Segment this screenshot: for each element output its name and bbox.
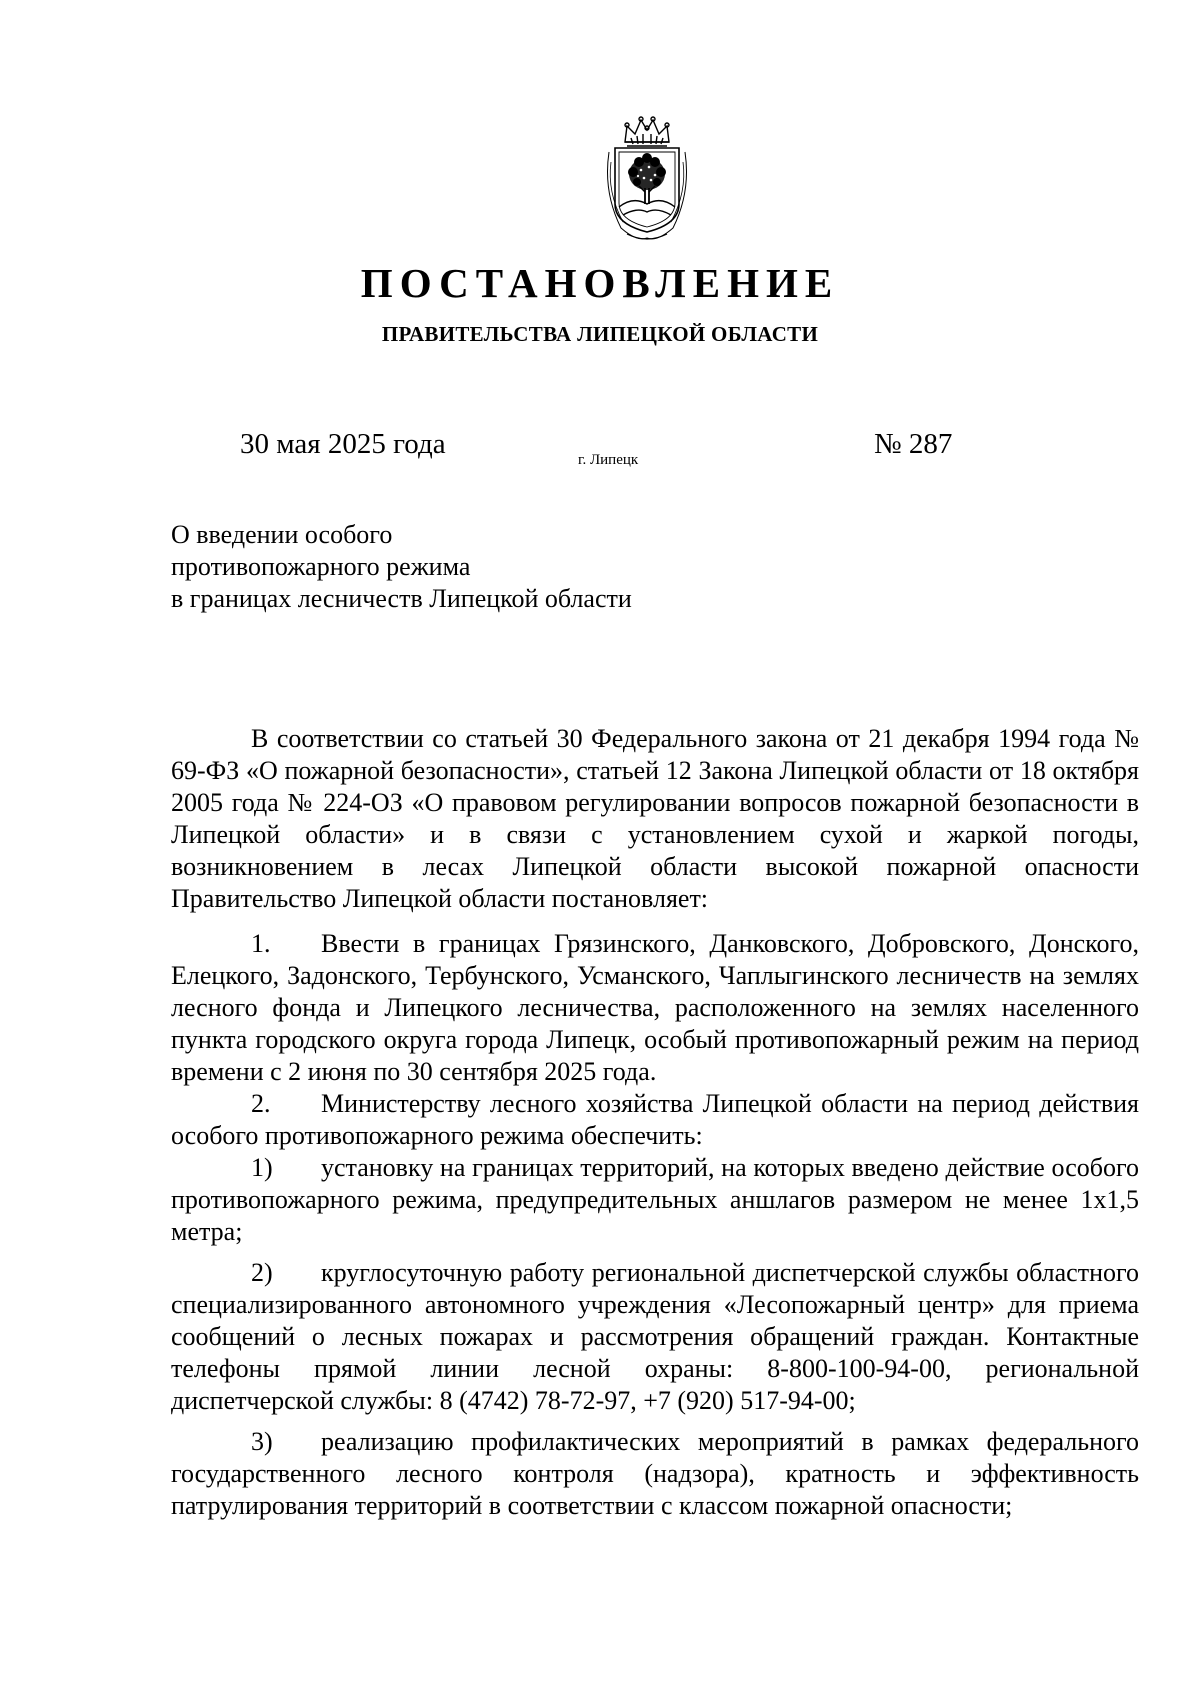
item-label: 2) [251,1258,273,1287]
item-paragraph [171,1152,1139,1248]
item-label: 3) [251,1427,273,1456]
item-label: 1) [251,1153,273,1182]
item-text: круглосуточную работу региональной диспетчерской службы областного специализированного автономного учреждения «Лесопожарный центр» для приема сообщений о лесных пожарах и рассмотрения обращений граждан. Контактные телефоны прямой линии лесной охраны: 8-800-100-94-00, региональной диспетчерской службы: 8 (4742) 78-72-97, +7 (920) 517-94-00; [171,1258,1139,1415]
coat-of-arms-icon [597,112,697,244]
document-subject [171,519,632,615]
document-date: 30 мая 2025 года [240,428,446,460]
item-text: Ввести в границах Грязинского, Данковского, Добровского, Донского, Елецкого, Задонского, Тербунского, Усманского, Чаплыгинского лесничеств на землях лесного фонда и Липецкого лесничества, расположенного на землях населенного пункта городского округа города Липецк, особый противопожарный режим на период времени с 2 июня по 30 сентября 2025 года. [171,929,1139,1086]
subject-line: О введении особого [171,520,393,549]
item-paragraph [171,1257,1139,1417]
item-text: установку на границах территорий, на которых введено действие особого противопожарного режима, предупредительных аншлагов размером не менее 1х1,5 метра; [171,1153,1139,1246]
item-paragraph [171,928,1139,1088]
document-issuer: ПРАВИТЕЛЬСТВА ЛИПЕЦКОЙ ОБЛАСТИ [381,322,819,346]
item-text: реализацию профилактических мероприятий в рамках федерального государственного лесного контроля (надзора), кратность и эффективность патрулирования территорий в соответствии с классом пожарной опасности; [171,1427,1139,1520]
item-label: 2. [251,1089,271,1118]
item-paragraph [171,1426,1139,1522]
item-label: 1. [251,929,271,958]
item-paragraph [171,1088,1139,1152]
document-body [171,723,1139,1522]
item-text: Министерству лесного хозяйства Липецкой области на период действия особого противопожарного режима обеспечить: [171,1089,1139,1150]
preamble-paragraph: В соответствии со статьей 30 Федерального закона от 21 декабря 1994 года № 69-ФЗ «О пожарной безопасности», статьей 12 Закона Липецкой области от 18 октября 2005 года № 224-ОЗ «О правовом регулировании вопросов пожарной безопасности в Липецкой области» и в связи с установлением сухой и жаркой погоды, возникновением в лесах Липецкой области высокой пожарной опасности Правительство Липецкой области постановляет: [171,724,1139,913]
document-number: № 287 [874,428,953,460]
document-title: ПОСТАНОВЛЕНИЕ [360,260,840,306]
subject-line: противопожарного режима [171,552,471,581]
subject-line: в границах лесничеств Липецкой области [171,584,632,613]
document-city: г. Липецк [578,452,639,468]
